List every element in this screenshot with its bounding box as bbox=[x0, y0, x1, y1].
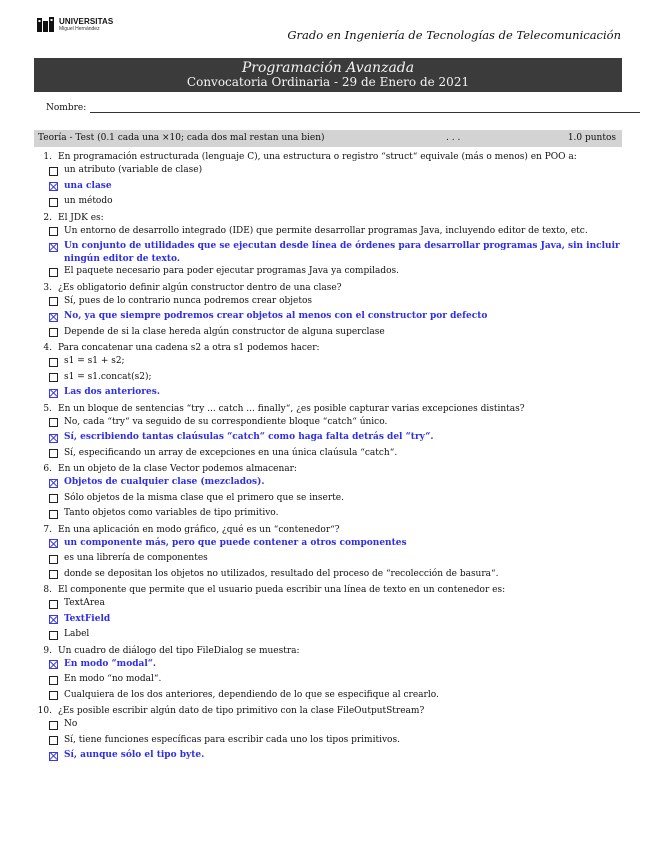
section-points: 1.0 puntos bbox=[567, 133, 616, 143]
answer-option[interactable] bbox=[49, 386, 634, 402]
question-number: 10. bbox=[37, 706, 52, 716]
question-number: 1. bbox=[43, 152, 52, 162]
answer-option[interactable] bbox=[49, 568, 634, 584]
answer-option-label: un método bbox=[64, 196, 113, 206]
question-text: ¿Es obligatorio definir algún constructor dentro de una clase? bbox=[58, 282, 342, 293]
checkbox-icon[interactable] bbox=[49, 167, 58, 176]
answer-option[interactable] bbox=[49, 180, 634, 196]
name-field[interactable] bbox=[90, 103, 640, 113]
checkbox-icon[interactable] bbox=[49, 721, 58, 730]
answer-option[interactable] bbox=[49, 195, 634, 211]
checkbox-icon[interactable] bbox=[49, 328, 58, 337]
checked-box-icon[interactable] bbox=[49, 434, 58, 443]
university-logo bbox=[36, 16, 113, 34]
answer-option-label: s1 = s1.concat(s2); bbox=[64, 371, 152, 382]
answer-option[interactable] bbox=[49, 628, 634, 644]
answer-option[interactable] bbox=[49, 552, 634, 568]
question-6 bbox=[34, 463, 634, 523]
question-number: 9. bbox=[43, 645, 52, 656]
answer-option-label: Label bbox=[64, 629, 90, 639]
question-text: El JDK es: bbox=[58, 212, 104, 223]
checkbox-icon[interactable] bbox=[49, 600, 58, 609]
question-prompt bbox=[34, 151, 634, 164]
answer-option[interactable] bbox=[49, 492, 634, 508]
answer-option[interactable] bbox=[49, 734, 634, 750]
university-emblem-icon bbox=[36, 16, 56, 34]
checkbox-icon[interactable] bbox=[49, 555, 58, 564]
checked-box-icon[interactable] bbox=[49, 752, 58, 761]
question-number: 3. bbox=[43, 282, 52, 293]
checkbox-icon[interactable] bbox=[49, 268, 58, 277]
question-1 bbox=[34, 151, 634, 211]
answer-option-label: Sí, escribiendo tantas claúsulas “catch“ como haga falta detrás del “try“. bbox=[64, 432, 434, 442]
checkbox-icon[interactable] bbox=[49, 676, 58, 685]
checkbox-icon[interactable] bbox=[49, 449, 58, 458]
question-text: El componente que permite que el usuario pueda escribir una línea de texto en un contenedor es: bbox=[58, 585, 506, 595]
answer-option[interactable] bbox=[49, 613, 634, 629]
question-prompt bbox=[34, 282, 634, 295]
answer-option-label: Tanto objetos como variables de tipo primitivo. bbox=[64, 508, 279, 518]
question-text: En un bloque de sentencias “try ... catch ... finally“, ¿es posible capturar varias excepciones distintas? bbox=[58, 403, 525, 414]
question-number: 4. bbox=[43, 343, 52, 353]
question-prompt bbox=[34, 645, 634, 658]
question-text: En una aplicación en modo gráfico, ¿qué es un “contenedor“? bbox=[58, 524, 340, 535]
answer-option-label: donde se depositan los objetos no utilizados, resultado del proceso de “recolección de basura“. bbox=[64, 568, 499, 579]
checkbox-icon[interactable] bbox=[49, 198, 58, 207]
answer-option-label: Un entorno de desarrollo integrado (IDE) que permite desarrollar programas Java, incluyendo editor de texto, etc. bbox=[64, 225, 588, 236]
checkbox-icon[interactable] bbox=[49, 570, 58, 579]
answer-option[interactable] bbox=[49, 658, 634, 674]
answer-option[interactable] bbox=[49, 164, 634, 180]
checked-box-icon[interactable] bbox=[49, 182, 58, 191]
question-prompt bbox=[34, 584, 634, 597]
answer-option-label: Sí, especificando un array de excepciones en una única claúsula “catch“. bbox=[64, 447, 398, 458]
logo-line2: Miguel Hernández bbox=[59, 26, 100, 32]
checked-box-icon[interactable] bbox=[49, 539, 58, 548]
answer-option[interactable] bbox=[49, 537, 634, 553]
answer-option[interactable] bbox=[49, 673, 634, 689]
checkbox-icon[interactable] bbox=[49, 631, 58, 640]
answer-option-label: El paquete necesario para poder ejecutar programas Java ya compilados. bbox=[64, 266, 399, 276]
degree-title: Grado en Ingeniería de Tecnologías de Telecomunicación bbox=[287, 28, 621, 42]
answer-option-label: Sí, tiene funciones específicas para escribir cada uno los tipos primitivos. bbox=[64, 734, 400, 745]
checkbox-icon[interactable] bbox=[49, 227, 58, 236]
question-text: Para concatenar una cadena s2 a otra s1 podemos hacer: bbox=[58, 343, 320, 353]
question-prompt bbox=[34, 463, 634, 476]
question-text: En programación estructurada (lenguaje C), una estructura o registro “struct“ equivale (más o menos) en POO a: bbox=[58, 152, 577, 162]
answer-option[interactable] bbox=[49, 326, 634, 342]
exam-subtitle: Convocatoria Ordinaria - 29 de Enero de 2021 bbox=[186, 75, 470, 89]
answer-option-label: Sí, aunque sólo el tipo byte. bbox=[64, 750, 205, 760]
answer-option-label: No, cada “try“ va seguido de su correspondiente bloque “catch“ único. bbox=[64, 416, 388, 427]
question-number: 2. bbox=[43, 212, 52, 223]
checked-box-icon[interactable] bbox=[49, 389, 58, 398]
question-4 bbox=[34, 342, 634, 402]
answer-option[interactable] bbox=[49, 265, 634, 281]
question-3 bbox=[34, 282, 634, 342]
question-text: ¿Es posible escribir algún dato de tipo primitivo con la clase FileOutputStream? bbox=[58, 706, 425, 716]
answer-option[interactable] bbox=[49, 295, 634, 311]
answer-option[interactable] bbox=[49, 718, 634, 734]
answer-option-label: una clase bbox=[64, 180, 112, 191]
answer-option-label: Objetos de cualquier clase (mezclados). bbox=[64, 477, 265, 487]
answer-option-label: TextArea bbox=[64, 598, 105, 608]
question-number: 5. bbox=[43, 403, 52, 414]
answer-option-label: un atributo (variable de clase) bbox=[64, 165, 203, 175]
question-prompt bbox=[34, 403, 634, 416]
question-8 bbox=[34, 584, 634, 644]
answer-option-label: En modo “modal“. bbox=[64, 658, 157, 669]
answer-option-label: Depende de si la clase hereda algún constructor de alguna superclase bbox=[64, 326, 385, 337]
answer-option-label: es una librería de componentes bbox=[64, 553, 208, 563]
answer-option-label: No, ya que siempre podremos crear objetos al menos con el constructor por defecto bbox=[64, 311, 488, 321]
answer-option-label: Las dos anteriores. bbox=[64, 387, 160, 397]
answer-option-label: Cualquiera de los dos anteriores, dependiendo de lo que se especifique al crearlo. bbox=[64, 689, 439, 700]
question-prompt bbox=[34, 212, 634, 225]
answer-option[interactable] bbox=[49, 371, 634, 387]
question-9 bbox=[34, 645, 634, 705]
question-7 bbox=[34, 524, 634, 584]
answer-option-label: TextField bbox=[64, 613, 111, 624]
name-row bbox=[46, 103, 640, 113]
answer-option-label: Un conjunto de utilidades que se ejecutan desde línea de órdenes para desarrollar programas Java, sin incluir ningún editor de texto. bbox=[64, 241, 620, 264]
section-dots: . . . bbox=[446, 133, 461, 143]
question-10 bbox=[34, 705, 634, 765]
answer-option[interactable] bbox=[49, 447, 634, 463]
checked-box-icon[interactable] bbox=[49, 479, 58, 488]
question-prompt bbox=[34, 524, 634, 537]
answer-option[interactable] bbox=[49, 416, 634, 432]
section-header bbox=[34, 130, 622, 147]
exam-banner bbox=[34, 58, 622, 92]
answer-option[interactable] bbox=[49, 507, 634, 523]
answer-option-label: En modo “no modal“. bbox=[64, 674, 162, 684]
checkbox-icon[interactable] bbox=[49, 358, 58, 367]
answer-option[interactable] bbox=[49, 240, 634, 265]
question-5 bbox=[34, 403, 634, 463]
course-title: Programación Avanzada bbox=[241, 60, 415, 76]
question-list bbox=[34, 151, 634, 766]
checked-box-icon[interactable] bbox=[49, 660, 58, 669]
answer-option[interactable] bbox=[49, 689, 634, 705]
checkbox-icon[interactable] bbox=[49, 691, 58, 700]
answer-option-label: s1 = s1 + s2; bbox=[64, 356, 125, 366]
checkbox-icon[interactable] bbox=[49, 736, 58, 745]
logo-line1: UNIVERSITAS bbox=[59, 17, 114, 26]
answer-option[interactable] bbox=[49, 310, 634, 326]
checkbox-icon[interactable] bbox=[49, 373, 58, 382]
question-prompt bbox=[34, 705, 634, 718]
checkbox-icon[interactable] bbox=[49, 297, 58, 306]
question-number: 6. bbox=[43, 464, 52, 474]
answer-option-label: Sólo objetos de la misma clase que el primero que se inserte. bbox=[64, 492, 344, 503]
question-prompt bbox=[34, 342, 634, 355]
answer-option-label: Sí, pues de lo contrario nunca podremos crear objetos bbox=[64, 295, 313, 306]
question-text: En un objeto de la clase Vector podemos almacenar: bbox=[58, 464, 297, 474]
checkbox-icon[interactable] bbox=[49, 510, 58, 519]
checkbox-icon[interactable] bbox=[49, 494, 58, 503]
answer-option[interactable] bbox=[49, 476, 634, 492]
answer-option-label: un componente más, pero que puede contener a otros componentes bbox=[64, 537, 407, 548]
name-label: Nombre: bbox=[46, 103, 87, 113]
checked-box-icon[interactable] bbox=[49, 243, 58, 252]
answer-option[interactable] bbox=[49, 225, 634, 241]
checked-box-icon[interactable] bbox=[49, 313, 58, 322]
answer-option[interactable] bbox=[49, 355, 634, 371]
answer-option[interactable] bbox=[49, 597, 634, 613]
answer-option[interactable] bbox=[49, 749, 634, 765]
question-2 bbox=[34, 212, 634, 281]
answer-option-label: No bbox=[64, 719, 78, 729]
question-number: 8. bbox=[43, 585, 52, 595]
answer-option[interactable] bbox=[49, 431, 634, 447]
section-title: Teoría - Test (0.1 cada una ×10; cada dos mal restan una bien) bbox=[38, 133, 325, 143]
checkbox-icon[interactable] bbox=[49, 418, 58, 427]
question-text: Un cuadro de diálogo del tipo FileDialog se muestra: bbox=[58, 645, 300, 656]
checked-box-icon[interactable] bbox=[49, 615, 58, 624]
question-number: 7. bbox=[43, 524, 52, 535]
